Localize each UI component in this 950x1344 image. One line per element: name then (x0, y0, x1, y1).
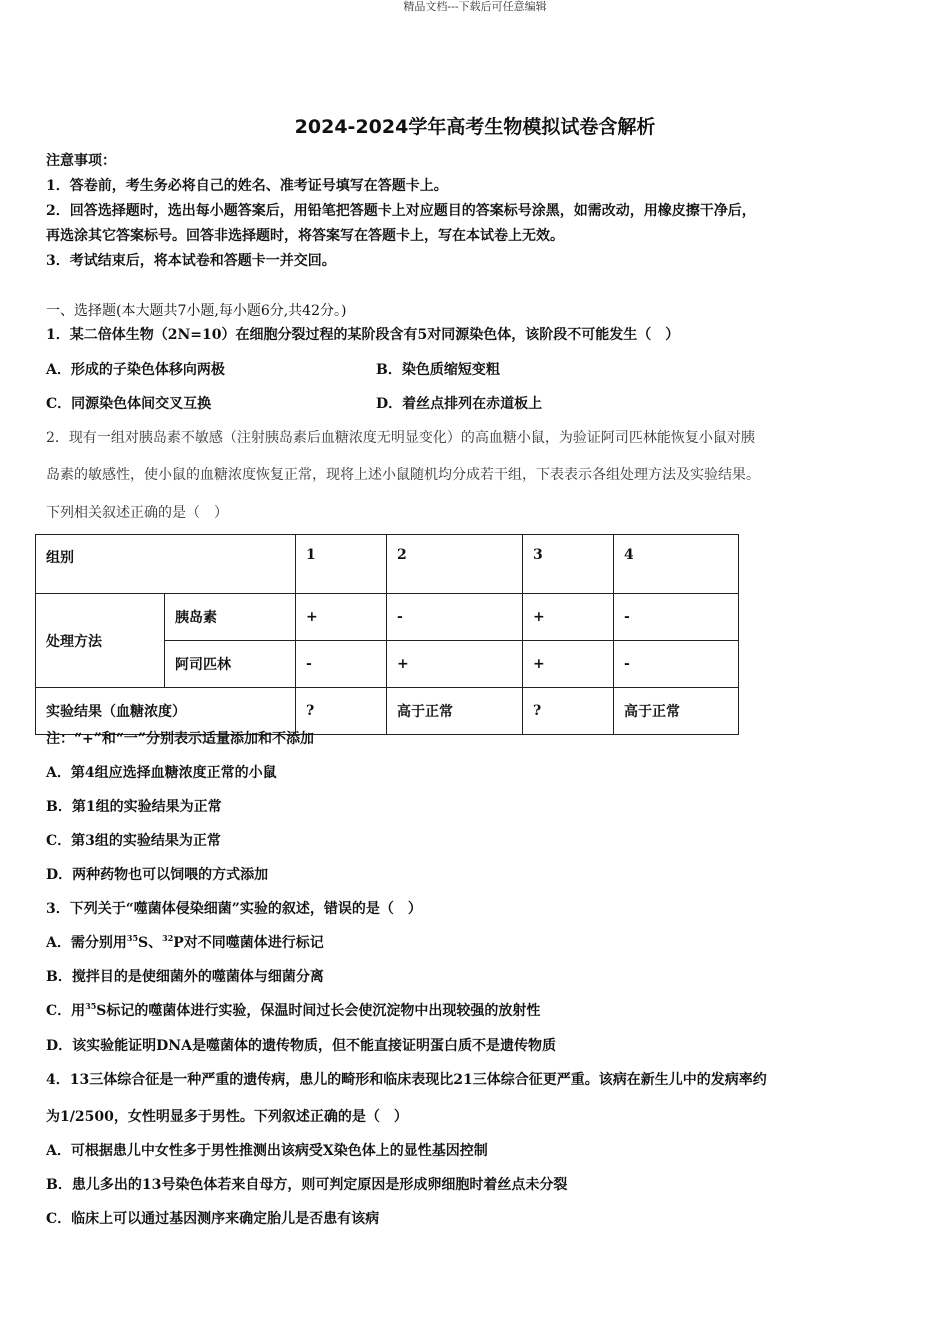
q3-option-b: B．搅拌目的是使细菌外的噬菌体与细菌分离 (46, 969, 324, 985)
q1-option-d: D．着丝点排列在赤道板上 (376, 396, 543, 412)
q2-option-d: D．两种药物也可以饲喂的方式添加 (46, 867, 269, 883)
q2-stem-line: 岛素的敏感性，使小鼠的血糖浓度恢复正常，现将上述小鼠随机均分成若干组，下表表示各组处理方法及实验结果。 (46, 467, 760, 483)
page-title: 2024-2024学年高考生物模拟试卷含解析 (294, 116, 656, 138)
q3-option-d: D．该实验能证明DNA是噬菌体的遗传物质，但不能直接证明蛋白质不是遗传物质 (46, 1038, 556, 1054)
q4-option-c: C．临床上可以通过基因测序来确定胎儿是否患有该病 (46, 1211, 380, 1227)
q1-stem: 1．某二倍体生物（2N=10）在细胞分裂过程的某阶段含有5对同源染色体，该阶段不可能发生（ ） (46, 327, 680, 343)
table-cell: 3 (523, 535, 614, 594)
table-row (36, 594, 739, 641)
q4-option-a: A．可根据患儿中女性多于男性推测出该病受X染色体上的显性基因控制 (46, 1143, 488, 1159)
notice-item: 2．回答选择题时，选出每小题答案后，用铅笔把答题卡上对应题目的答案标号涂黑，如需改动，用橡皮擦干净后， (46, 203, 756, 219)
q2-option-a: A．第4组应选择血糖浓度正常的小鼠 (46, 765, 277, 781)
table-cell: + (523, 594, 614, 641)
table-row (36, 688, 739, 735)
isotope-superscript: 35 (126, 933, 139, 943)
q4-stem-line: 4．13三体综合征是一种严重的遗传病，患儿的畸形和临床表现比21三体综合征更严重。该病在新生儿中的发病率约 (46, 1072, 767, 1088)
q3-option-a-text: S、 (138, 935, 163, 951)
q1-option-c: C．同源染色体间交叉互换 (46, 396, 212, 412)
q3-option-c-text: C．用 (46, 1003, 86, 1019)
table-cell: 高于正常 (387, 688, 523, 735)
isotope-superscript: 32 (162, 933, 174, 943)
q3-stem: 3．下列关于“噬菌体侵染细菌”实验的叙述，错误的是（ ） (46, 901, 422, 917)
page-header: 精品文档---下载后可任意编辑 (403, 0, 547, 13)
notice-item: 3．考试结束后，将本试卷和答题卡一并交回。 (46, 253, 336, 269)
table-row (36, 535, 739, 594)
table-cell: 1 (296, 535, 387, 594)
q3-option-a-text: A．需分别用 (46, 935, 127, 951)
notice-item: 1．答卷前，考生务必将自己的姓名、准考证号填写在答题卡上。 (46, 178, 448, 194)
table-cell: + (523, 641, 614, 688)
table-cell: + (387, 641, 523, 688)
section-heading: 一、选择题(本大题共7小题,每小题6分,共42分。) (46, 303, 347, 319)
q2-option-b: B．第1组的实验结果为正常 (46, 799, 222, 815)
experiment-table (35, 534, 739, 735)
q3-option-c (46, 1001, 540, 1021)
q2-stem-line: 2．现有一组对胰岛素不敏感（注射胰岛素后血糖浓度无明显变化）的高血糖小鼠，为验证阿司匹林能恢复小鼠对胰 (46, 430, 755, 446)
q2-option-c: C．第3组的实验结果为正常 (46, 833, 221, 849)
table-cell: + (296, 594, 387, 641)
q4-option-b: B．患儿多出的13号染色体若来自母方，则可判定原因是形成卵细胞时着丝点未分裂 (46, 1177, 568, 1193)
q3-option-c-text: S标记的噬菌体进行实验，保温时间过长会使沉淀物中出现较强的放射性 (96, 1003, 541, 1019)
q3-option-a-text: P对不同噬菌体进行标记 (173, 935, 324, 951)
q2-stem-line: 下列相关叙述正确的是（ ） (46, 505, 228, 521)
q4-stem-line: 为1/2500，女性明显多于男性。下列叙述正确的是（ ） (46, 1109, 408, 1125)
table-cell: ? (296, 688, 387, 735)
table-cell: 4 (614, 535, 739, 594)
q3-option-a (46, 933, 324, 953)
table-cell-insulin-label: 胰岛素 (165, 594, 296, 641)
table-cell-result-label: 实验结果（血糖浓度） (36, 688, 296, 735)
table-cell: 高于正常 (614, 688, 739, 735)
table-cell-treatment-label: 处理方法 (36, 594, 165, 688)
table-cell: - (614, 641, 739, 688)
q2-note: 注：“+”和“一”分别表示适量添加和不添加 (46, 731, 314, 747)
table-cell-group-label: 组别 (36, 535, 296, 594)
table-cell: 2 (387, 535, 523, 594)
table-cell-aspirin-label: 阿司匹林 (165, 641, 296, 688)
q1-option-a: A．形成的子染色体移向两极 (46, 362, 225, 378)
table-cell: - (387, 594, 523, 641)
q1-option-b: B．染色质缩短变粗 (376, 362, 500, 378)
isotope-superscript: 35 (85, 1001, 97, 1011)
notice-item: 再选涂其它答案标号。回答非选择题时，将答案写在答题卡上，写在本试卷上无效。 (46, 228, 564, 244)
notice-heading: 注意事项： (46, 153, 116, 169)
table-cell: - (614, 594, 739, 641)
table-cell: - (296, 641, 387, 688)
table-cell: ? (523, 688, 614, 735)
